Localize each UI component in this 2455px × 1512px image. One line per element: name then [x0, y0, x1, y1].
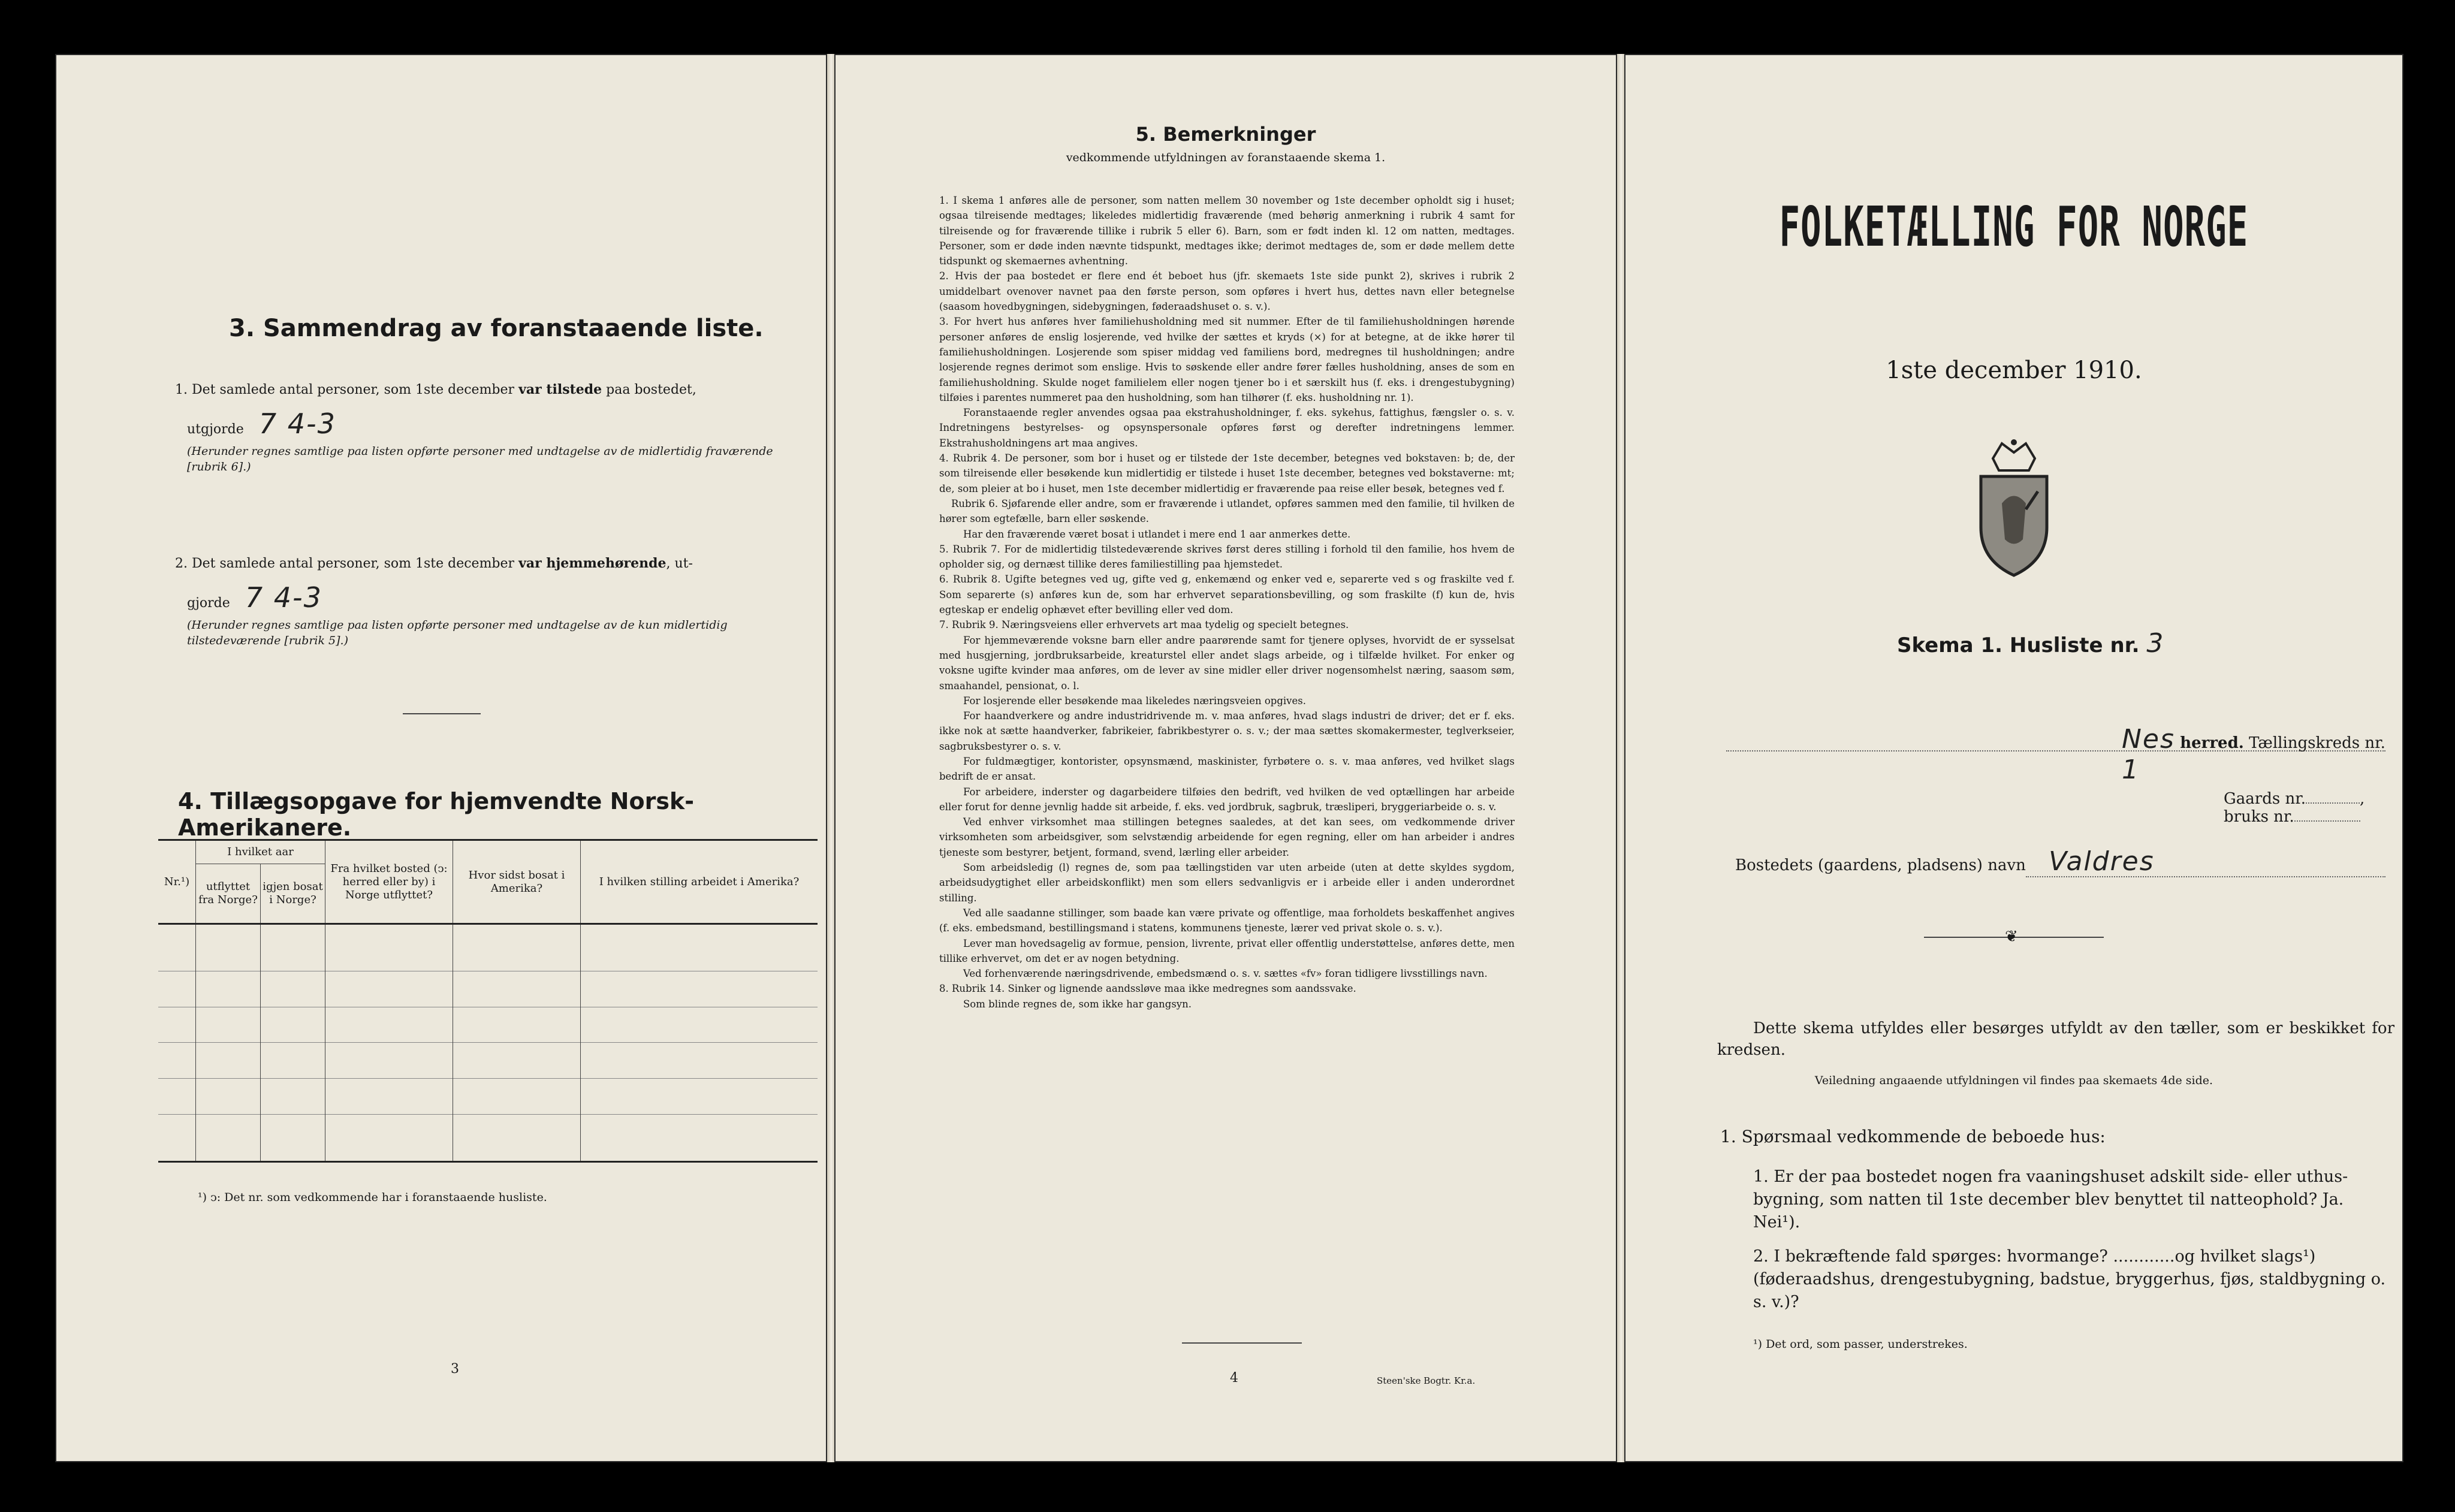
item1-note: (Herunder regnes samtlige paa listen opførte personer med undtagelse av de midlertidig fraværende [rubrik 6].)	[187, 445, 773, 473]
instruction-small: Veiledning angaaende utfyldningen vil findes paa skemaets 4de side.	[1814, 1074, 2213, 1087]
remark-paragraph: Som arbeidsledig (l) regnes de, som paa tællingstiden var uten arbeide (uten at dette skyldes sygdom, arbeidsudygtighet eller arbeidskonflikt) men som ellers sedvanligvis er i arbeide eller i anden underordnet stilling.	[939, 862, 1515, 904]
questions-heading: 1. Spørsmaal vedkommende de beboede hus:	[1720, 1127, 2106, 1146]
table-row	[158, 1114, 818, 1161]
gaards-row	[2224, 790, 2403, 826]
col-herred-header: Fra hvilket bosted (ↄ: herred eller by) i Norge utflyttet?	[325, 840, 453, 924]
ornament-icon: ❦	[2005, 928, 2018, 946]
remark-paragraph: Rubrik 6. Sjøfarende eller andre, som er fraværende i utlandet, opføres sammen med den familie, til hvilken de hører som egtefælle, barn eller søskende.	[939, 497, 1515, 525]
table-footnote: ¹) ↄ: Det nr. som vedkommende har i foranstaaende husliste.	[198, 1191, 547, 1204]
col-group-header: I hvilket aar	[196, 840, 325, 864]
remark-paragraph: For arbeidere, inderster og dagarbeidere tilføies den bedrift, ved hvilken de ved optællingen har arbeide eller forut for denne jevnlig hadde sit arbeide, f. eks. ved jordbruk, sagbruk, træsliperi, bryggeriarbeide o. s. v.	[939, 786, 1515, 813]
remark-paragraph: 5. Rubrik 7. For de midlertidig tilstedeværende skrives først deres stilling i forhold til den familie, hos hvem de opholder sig, og dernæst tillike deres familiestilling paa hjemstedet.	[939, 543, 1515, 571]
divider	[1182, 1342, 1302, 1344]
item2-lead: 2. Det samlede antal personer, som 1ste december	[175, 556, 515, 571]
item2-bold: var hjemmehørende	[518, 556, 666, 571]
skema-husliste	[1897, 628, 2164, 659]
bosted-label: Bostedets (gaardens, pladsens) navn	[1735, 856, 2026, 874]
item2-line2: gjorde	[187, 596, 230, 611]
item2-note: (Herunder regnes samtlige paa listen opførte personer med undtagelse av de kun midlertidig tilstedeværende [rubrik 5].)	[187, 618, 728, 647]
remark-paragraph: Ved alle saadanne stillinger, som baade kan være private og offentlige, maa forholdets beskaffenhet angives (f. eks. embedsmand, bestillingsmand i statens, kommunens tjeneste, lærer ved privat skole o. s. v.).	[939, 907, 1515, 934]
item1-tail: paa bostedet,	[606, 382, 696, 397]
herred-row	[2122, 724, 2403, 785]
question-2: 2. I bekræftende fald spørges: hvormange? ............og hvilket slags¹) (føderaadshus, drengestubygning, badstue, bryggerhus, fjøs, staldbygning o. s. v.)?	[1753, 1247, 2386, 1311]
remark-paragraph: Foranstaaende regler anvendes ogsaa paa ekstrahusholdninger, f. eks. sykehus, fattighus, fængsler o. s. v. Indretningens bestyrelses- og opsynspersonale opføres først og derefter indretningens lemmer. Ekstrahusholdningens art maa angives.	[939, 407, 1515, 449]
summary-item1	[175, 381, 816, 399]
item1-lead: 1. Det samlede antal personer, som 1ste december	[175, 382, 515, 397]
remark-paragraph: Ved enhver virksomhet maa stillingen betegnes saaledes, at det kan sees, om vedkommende driver virksomheten som arbeidsgiver, som selvstændig arbeidende for egen regning, eller om han arbeider i andres tjeneste som bestyrer, betjent, formand, svend, lærling eller arbeider.	[939, 816, 1515, 858]
summary-item2	[175, 554, 816, 573]
item2-tail: , ut-	[666, 556, 693, 571]
remark-paragraph: 4. Rubrik 4. De personer, som bor i huset og er tilstede der 1ste december, betegnes ved bokstaven: b; de, der som tilreisende eller besøkende kun midlertidig er tilstede i huset 1ste december, betegnes ved bokstaverne: mt; de, som pleier at bo i huset, men 1ste december midlertidig er fraværende paa reise eller besøk, betegnes ved f.	[939, 452, 1515, 494]
remark-paragraph: 3. For hvert hus anføres hver familiehusholdning med sit nummer. Efter de til familiehusholdningen hørende personer anføres de enslig losjerende, ved hvilke der sættes et kryds (×) for at betegne, at de ikke hører til familiehusholdningen. Losjerende som spiser middag ved familiens bord, medregnes til husholdningen; andre losjerende regnes derimot som enslige. Hvis to søskende eller andre fører fælles husholdning, anses de som en familiehusholdning. Skulde noget familielem eller nogen tjener bo i et særskilt hus (f. eks. i drengestubygning) tilføies i parentes nummeret paa den husholdning, som han tilhører (f. eks. husholdning nr. 1).	[939, 316, 1515, 403]
table-row	[158, 1043, 818, 1079]
norwegian-coat-of-arms-icon	[1969, 437, 2059, 578]
bosted-row	[1735, 846, 2155, 877]
bosted-value: Valdres	[2049, 846, 2155, 877]
table-row	[158, 1079, 818, 1115]
item1-answer-line	[187, 408, 336, 440]
remark-paragraph: For hjemmeværende voksne barn eller andre paarørende samt for tjenere oplyses, hvorvidt de er sysselsat med husgjerning, jordbruksarbeide, kreaturstel eller andet slags arbeide, og i tilfælde hvilket. For enker og voksne ugifte kvinder maa anføres, om de lever av sine midler eller driver nogensomhelst næring, saasom søm, smaahandel, pensionat, o. l.	[939, 634, 1515, 692]
remark-paragraph: 7. Rubrik 9. Næringsveiens eller erhvervets art maa tydelig og specielt betegnes.	[939, 619, 1349, 631]
skema-label: Skema 1. Husliste nr.	[1897, 633, 2140, 657]
remark-paragraph: 6. Rubrik 8. Ugifte betegnes ved ug, gifte ved g, enkemænd og enker ved e, separerte ved s og fraskilte ved f. Som separerte (s) anføres kun de, som har erhvervet separationsbevilling, og som fraskilte (f) kun de, hvis egteskap er endelig ophævet efter bevilling eller ved dom.	[939, 574, 1515, 616]
husliste-nr-value: 3	[2146, 628, 2165, 659]
remark-paragraph: For losjerende eller besøkende maa likeledes næringsveien opgives.	[963, 695, 1306, 707]
col-nr-header: Nr.¹)	[158, 840, 196, 924]
remark-paragraph: 1. I skema 1 anføres alle de personer, som natten mellem 30 november og 1ste december opholdt sig i huset; ogsaa tilreisende medtages; likeledes midlertidig fraværende (med behørig anmerkning i rubrik 4 samt for tilreisende og for fraværende tillike i rubrik 5 eller 6). Barn, som er født inden kl. 12 om natten, medtages. Personer, som er døde inden nævnte tidspunkt, medtages ikke; derimot medtages de, som er døde mellem dette tidspunkt og skemaernes avhentning.	[939, 195, 1515, 267]
section4-title: 4. Tillægsopgave for hjemvendte Norsk-Amerikanere.	[178, 788, 694, 841]
right-footnote: ¹) Det ord, som passer, understrekes.	[1753, 1338, 1968, 1351]
remark-paragraph: Som blinde regnes de, som ikke har gangsyn.	[963, 998, 1192, 1010]
bruks-label: , bruks nr.	[2224, 790, 2365, 826]
item2-answer-line	[187, 581, 322, 614]
form-date: 1ste december 1910.	[1886, 357, 2142, 384]
page-number: 4	[1230, 1371, 1238, 1386]
remark-paragraph: For fuldmægtiger, kontorister, opsynsmænd, maskinister, fyrbøtere o. s. v. maa anføres, ved hvilket slags bedrift de er ansat.	[939, 755, 1515, 783]
item1-bold: var tilstede	[518, 382, 602, 397]
remark-paragraph: 2. Hvis der paa bostedet er flere end ét beboet hus (jfr. skemaets 1ste side punkt 2), skrives i rubrik 2 umiddelbart ovenover navnet paa den første person, som opføres i hvert hus, dettes navn eller betegnelse (saasom hovedbygningen, sidebygningen, føderaadshuset o. s. v.).	[939, 270, 1515, 313]
divider	[403, 713, 481, 714]
table-row	[158, 971, 818, 1007]
bemerkninger-title: 5. Bemerkninger	[1135, 123, 1316, 146]
col-sidst-header: Hvor sidst bosat i Amerika?	[453, 840, 581, 924]
remark-paragraph: Lever man hovedsagelig av formue, pension, livrente, privat eller offentlig understøttelse, anføres dette, men tillike erhvervet, om det er av nogen betydning.	[939, 937, 1515, 964]
question-1: 1. Er der paa bostedet nogen fra vaaningshuset adskilt side- eller uthus-bygning, som natten til 1ste december blev benyttet til natteophold? Ja. Nei¹).	[1753, 1167, 2348, 1232]
bemerkninger-body	[939, 193, 1515, 1012]
form-title: FOLKETÆLLING FOR NORGE	[1779, 195, 2249, 259]
item1-line2: utgjorde	[187, 422, 244, 437]
norsk-amerikanere-table	[158, 839, 818, 1163]
right-page	[1624, 54, 2403, 1462]
instruction-text: Dette skema utfyldes eller besørges utfyldt av den tæller, som er beskikket for kredsen.	[1717, 1019, 2394, 1059]
item2-handwritten-value: 7 4-3	[245, 581, 322, 614]
kreds-value: 1	[2122, 755, 2140, 785]
kreds-label: Tællingskreds nr.	[2249, 734, 2385, 752]
bemerkninger-subtitle: vedkommende utfyldningen av foranstaaende skema 1.	[1066, 151, 1386, 164]
col-igjen-header: igjen bosat i Norge?	[261, 864, 325, 924]
printer-imprint: Steen'ske Bogtr. Kr.a.	[1377, 1375, 1476, 1386]
left-page	[55, 54, 827, 1462]
remark-paragraph: For haandverkere og andre industridrivende m. v. maa anføres, hvad slags industri de driver; det er f. eks. ikke nok at sætte haandverker, fabrikeier, fabrikbestyrer o. s. v.; der maa sættes skomakermester, teglverkseier, sagbruksbestyrer o. s. v.	[939, 710, 1515, 752]
herred-value: Nes	[2122, 724, 2175, 755]
remark-paragraph: Har den fraværende været bosat i utlandet i mere end 1 aar anmerkes dette.	[963, 528, 1351, 540]
middle-page	[834, 54, 1617, 1462]
herred-label: herred.	[2180, 734, 2244, 752]
bosted-line	[2026, 876, 2385, 877]
col-utflyttet-header: utflyttet fra Norge?	[196, 864, 261, 924]
remark-paragraph: Ved forhenværende næringsdrivende, embedsmænd o. s. v. sættes «fv» foran tidligere livsstillings navn.	[963, 968, 1488, 980]
col-stilling-header: I hvilken stilling arbeidet i Amerika?	[599, 875, 800, 888]
table-row	[158, 1007, 818, 1043]
table-row	[158, 924, 818, 971]
item1-handwritten-value: 7 4-3	[258, 408, 336, 440]
page-number: 3	[451, 1362, 459, 1377]
section3-title: 3. Sammendrag av foranstaaende liste.	[229, 315, 764, 342]
remark-paragraph: 8. Rubrik 14. Sinker og lignende aandssløve maa ikke medregnes som aandssvake.	[939, 983, 1356, 995]
gaards-label: Gaards nr.	[2224, 790, 2306, 808]
